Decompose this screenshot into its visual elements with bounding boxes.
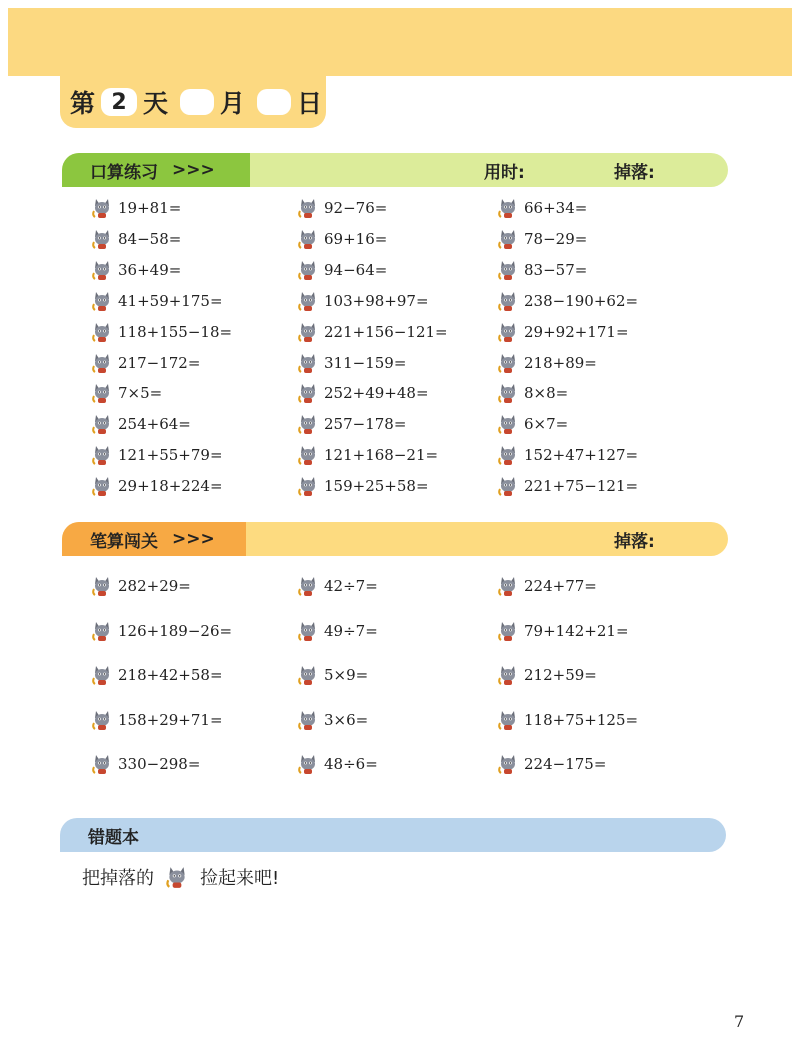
problem-item (498, 709, 638, 731)
problem-item (92, 228, 181, 250)
problem-item (498, 444, 638, 466)
problem-item (498, 228, 587, 250)
problem-text: 218+42+58= (118, 666, 223, 684)
problem-text: 238−190+62= (524, 291, 639, 310)
problem-text: 49÷7= (324, 621, 378, 640)
problem-text: 118+155−18= (118, 322, 233, 341)
problem-item (498, 475, 638, 497)
problem-text: 19+81= (118, 199, 182, 217)
problem-item (298, 197, 387, 219)
mistakes-instruction (82, 864, 279, 890)
problem-item (92, 475, 223, 497)
grey-wolf-icon (498, 444, 518, 466)
problem-text: 221+156−121= (324, 322, 448, 341)
day-prefix: 第 (70, 89, 96, 118)
header-band (8, 8, 792, 76)
problem-item (498, 352, 597, 374)
mistakes-section-bar (60, 818, 726, 852)
grey-wolf-icon (92, 352, 112, 374)
grey-wolf-icon (92, 290, 112, 312)
grey-wolf-icon (92, 321, 112, 343)
problem-text: 5×9= (324, 666, 369, 684)
problem-item (92, 321, 232, 343)
grey-wolf-icon (92, 575, 112, 597)
grey-wolf-icon (498, 413, 518, 435)
grey-wolf-icon (92, 413, 112, 435)
grey-wolf-icon (498, 228, 518, 250)
problem-item (92, 753, 200, 775)
problem-item (498, 620, 629, 642)
problem-item (498, 382, 568, 404)
instruction-text-before: 把掉落的 (82, 868, 154, 889)
problem-text: 118+75+125= (524, 710, 639, 729)
day-number: 2 (101, 88, 137, 116)
grey-wolf-icon (498, 753, 518, 775)
written-section-bar (62, 522, 728, 556)
problem-item (498, 321, 629, 343)
problem-item (298, 753, 378, 775)
problem-item (298, 228, 387, 250)
oral-section-tab (62, 153, 250, 187)
problem-item (298, 475, 429, 497)
day-suffix: 天 (143, 89, 169, 118)
problem-item (498, 575, 597, 597)
grey-wolf-icon (92, 664, 112, 686)
month-blank[interactable] (180, 89, 214, 115)
grey-wolf-icon (498, 197, 518, 219)
problem-text: 48÷6= (324, 755, 378, 773)
problem-text: 79+142+21= (524, 621, 629, 640)
grey-wolf-icon (498, 259, 518, 281)
problem-item (298, 620, 378, 642)
problem-text: 252+49+48= (324, 384, 429, 403)
grey-wolf-icon (498, 352, 518, 374)
problem-item (92, 197, 181, 219)
problem-item (298, 382, 429, 404)
grey-wolf-icon (498, 620, 518, 642)
problem-text: 152+47+127= (524, 446, 639, 465)
grey-wolf-icon (298, 444, 318, 466)
problem-item (92, 709, 223, 731)
page-number: 7 (734, 1012, 745, 1031)
problem-text: 42÷7= (324, 577, 378, 595)
problem-text: 92−76= (324, 199, 388, 217)
date-label: 日 (297, 89, 323, 118)
grey-wolf-icon (298, 290, 318, 312)
problem-item (92, 413, 191, 435)
problem-text: 311−159= (324, 353, 407, 372)
problem-item (498, 753, 606, 775)
mistakes-section-title: 错题本 (88, 827, 139, 848)
date-blank[interactable] (257, 89, 291, 115)
problem-text: 282+29= (118, 577, 191, 595)
grey-wolf-icon (92, 620, 112, 642)
oral-section-bar (62, 153, 728, 187)
problem-item (298, 259, 387, 281)
problem-item (498, 197, 587, 219)
problem-text: 158+29+71= (118, 710, 223, 729)
grey-wolf-icon (298, 382, 318, 404)
oral-drop-label: 掉落: (614, 162, 655, 183)
problem-text: 224−175= (524, 755, 607, 773)
problem-text: 121+55+79= (118, 446, 223, 465)
problem-item (92, 444, 223, 466)
grey-wolf-icon (498, 321, 518, 343)
problem-item (298, 575, 378, 597)
grey-wolf-icon (498, 475, 518, 497)
problem-item (298, 413, 406, 435)
problem-item (298, 709, 368, 731)
problem-item (298, 444, 438, 466)
problem-item (298, 664, 368, 686)
problem-item (92, 259, 181, 281)
problem-text: 41+59+175= (118, 291, 223, 310)
grey-wolf-icon (92, 382, 112, 404)
grey-wolf-icon (92, 259, 112, 281)
problem-text: 257−178= (324, 415, 407, 434)
problem-text: 217−172= (118, 353, 201, 372)
written-section-arrows: >>> (172, 529, 215, 549)
grey-wolf-icon (498, 382, 518, 404)
problem-text: 103+98+97= (324, 291, 429, 310)
grey-wolf-icon (92, 753, 112, 775)
grey-wolf-icon (498, 664, 518, 686)
grey-wolf-icon (92, 709, 112, 731)
day-tab (60, 76, 326, 128)
problem-text: 218+89= (524, 353, 597, 372)
problem-item (298, 352, 406, 374)
problem-text: 121+168−21= (324, 446, 439, 465)
written-section-tab (62, 522, 246, 556)
time-used-label: 用时: (484, 162, 525, 183)
grey-wolf-icon (298, 259, 318, 281)
oral-section-title: 口算练习 (90, 162, 158, 183)
problem-text: 78−29= (524, 229, 588, 248)
problem-item (92, 664, 223, 686)
problem-text: 36+49= (118, 260, 182, 279)
instruction-text-after: 捡起来吧! (200, 868, 280, 889)
problem-text: 69+16= (324, 229, 388, 248)
problem-text: 6×7= (524, 415, 569, 434)
problem-item (298, 290, 429, 312)
problem-text: 7×5= (118, 384, 163, 403)
grey-wolf-icon (166, 865, 188, 889)
written-section-title: 笔算闯关 (90, 531, 158, 552)
problem-text: 29+18+224= (118, 477, 223, 496)
oral-section-arrows: >>> (172, 160, 215, 180)
grey-wolf-icon (498, 290, 518, 312)
problem-item (92, 290, 223, 312)
problem-text: 29+92+171= (524, 322, 629, 341)
problem-item (498, 259, 587, 281)
grey-wolf-icon (298, 352, 318, 374)
month-label: 月 (220, 89, 246, 118)
problem-text: 330−298= (118, 755, 201, 773)
problem-text: 3×6= (324, 710, 369, 729)
problem-text: 159+25+58= (324, 477, 429, 496)
problem-item (92, 352, 200, 374)
grey-wolf-icon (498, 709, 518, 731)
problem-text: 83−57= (524, 260, 588, 279)
problem-item (92, 575, 191, 597)
problem-item (498, 664, 597, 686)
mistakes-section-tab (60, 818, 260, 852)
grey-wolf-icon (92, 197, 112, 219)
grey-wolf-icon (298, 753, 318, 775)
grey-wolf-icon (298, 620, 318, 642)
problem-text: 8×8= (524, 384, 569, 403)
written-drop-label: 掉落: (614, 531, 655, 552)
grey-wolf-icon (298, 413, 318, 435)
problem-text: 66+34= (524, 199, 588, 217)
problem-item (92, 620, 232, 642)
problem-text: 212+59= (524, 666, 597, 684)
grey-wolf-icon (498, 575, 518, 597)
problem-text: 84−58= (118, 229, 182, 248)
grey-wolf-icon (298, 321, 318, 343)
problem-text: 126+189−26= (118, 621, 233, 640)
problem-text: 254+64= (118, 415, 191, 434)
grey-wolf-icon (298, 664, 318, 686)
problem-item (498, 413, 568, 435)
grey-wolf-icon (298, 228, 318, 250)
problem-item (92, 382, 162, 404)
problem-text: 221+75−121= (524, 477, 639, 496)
grey-wolf-icon (92, 475, 112, 497)
grey-wolf-icon (298, 197, 318, 219)
problem-text: 224+77= (524, 577, 597, 595)
grey-wolf-icon (298, 709, 318, 731)
grey-wolf-icon (298, 475, 318, 497)
problem-item (498, 290, 638, 312)
grey-wolf-icon (92, 444, 112, 466)
problem-item (298, 321, 448, 343)
grey-wolf-icon (298, 575, 318, 597)
grey-wolf-icon (92, 228, 112, 250)
problem-text: 94−64= (324, 260, 388, 279)
